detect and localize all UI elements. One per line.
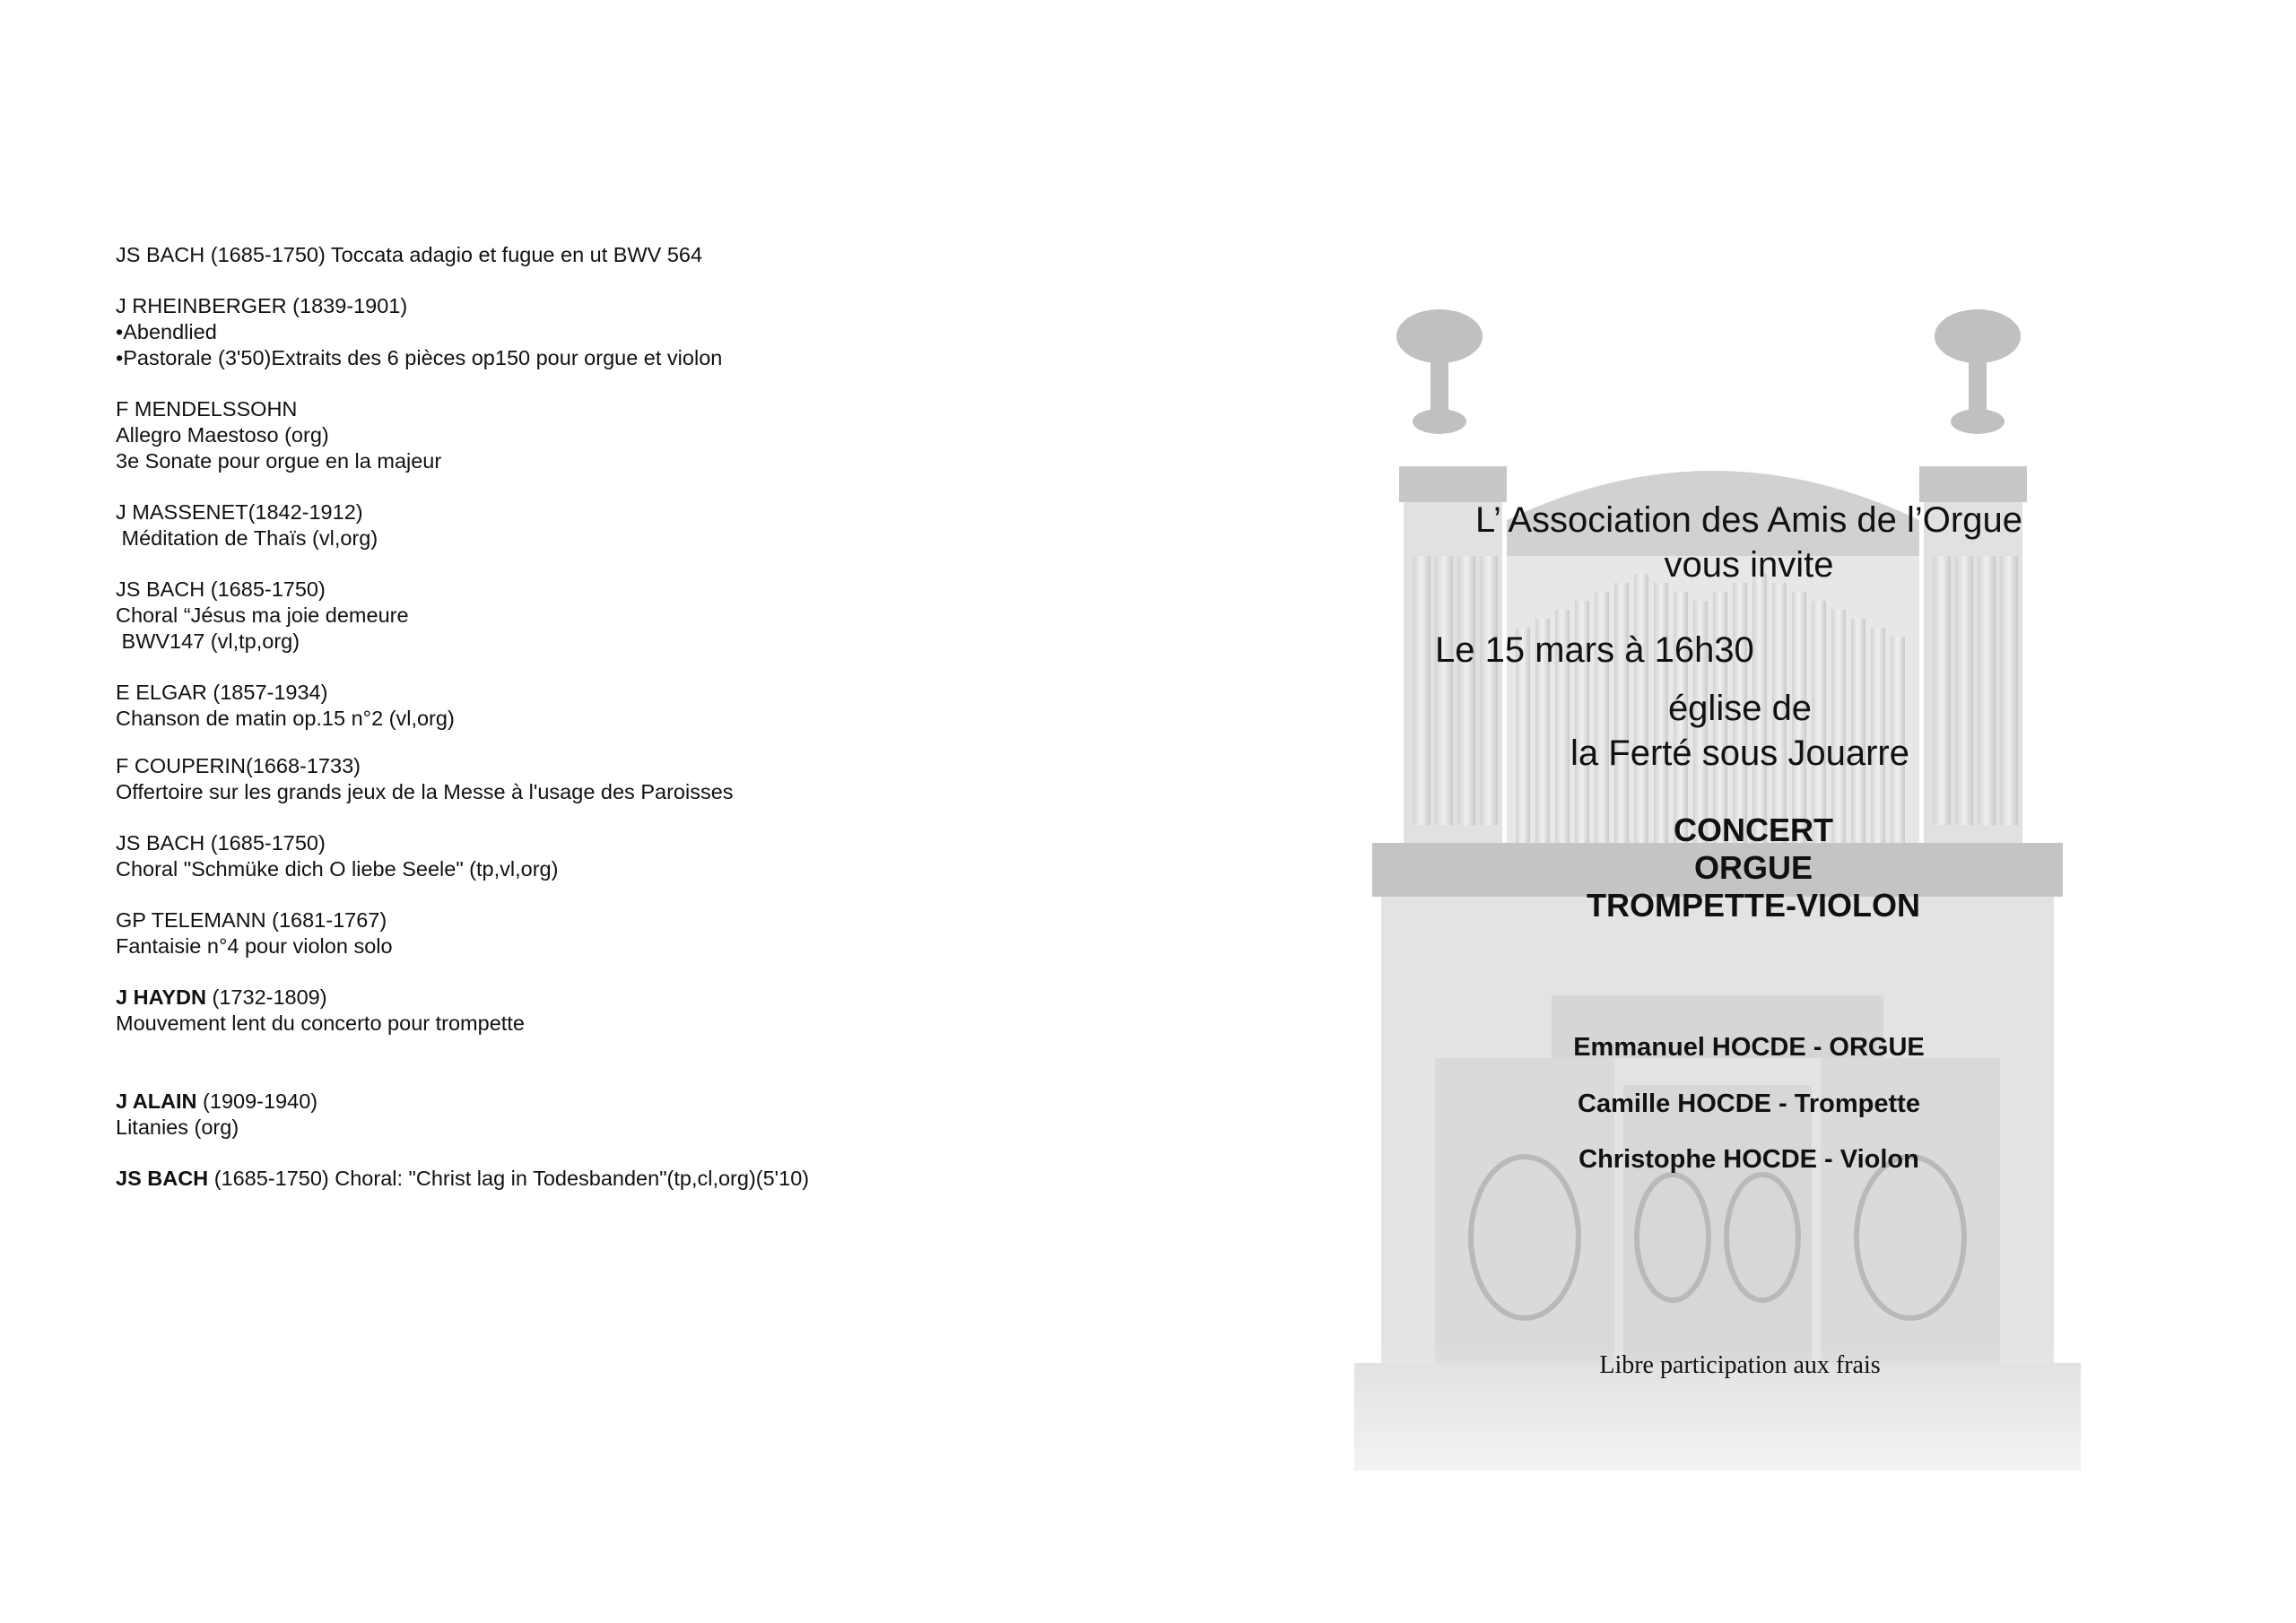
performer-violin: Christophe HOCDE - Violon <box>1578 1145 1919 1174</box>
composer-dates: (1685-1750) Toccata adagio et fugue en ut BWV 564 <box>204 243 703 266</box>
program-entry <box>116 680 1192 732</box>
performer-organ: Emmanuel HOCDE - ORGUE <box>1573 1033 1925 1062</box>
program-entry <box>116 907 1192 959</box>
composer-name: GP TELEMANN <box>116 908 266 932</box>
program-entry-heading <box>116 830 1192 856</box>
program-entry-heading <box>116 242 1192 268</box>
program-piece: Allegro Maestoso (org) <box>116 423 329 447</box>
program-entry <box>116 985 1192 1037</box>
composer-name: J HAYDN <box>116 985 206 1009</box>
program-entry <box>116 396 1192 474</box>
program-entry-heading <box>116 499 1192 525</box>
program-entry <box>116 293 1192 371</box>
composer-dates: (1909-1940) <box>196 1089 318 1113</box>
program-entry-heading <box>116 680 1192 706</box>
program-entry-heading <box>116 396 1192 422</box>
venue-line2: la Ferté sous Jouarre <box>1570 733 1909 773</box>
program-entry-heading <box>116 1089 1192 1115</box>
program-entry <box>116 1166 1192 1192</box>
concert-poster <box>1336 287 2099 1524</box>
program-entry <box>116 577 1192 655</box>
program-entry-heading <box>116 577 1192 603</box>
program-piece: •Pastorale (3'50)Extraits des 6 pièces op150 pour orgue et violon <box>116 346 723 369</box>
concert-date: Le 15 mars à 16h30 <box>1435 630 1754 670</box>
composer-dates: (1842-1912) <box>248 500 363 524</box>
program-piece: Choral "Schmüke dich O liebe Seele" (tp,vl,org) <box>116 857 559 881</box>
venue-line1: église de <box>1667 689 1813 728</box>
program-piece: Fantaisie n°4 pour violon solo <box>116 934 393 958</box>
composer-name: F COUPERIN <box>116 754 246 777</box>
composer-dates: (1685-1750) <box>204 577 326 601</box>
composer-name: JS BACH <box>116 831 205 855</box>
invite-line2: vous invite <box>1664 545 1834 585</box>
program-entry <box>116 830 1192 882</box>
composer-dates: (1681-1767) <box>265 908 387 932</box>
program-piece: 3e Sonate pour orgue en la majeur <box>116 449 442 473</box>
composer-dates: (1685-1750) Choral: "Christ lag in Todesbanden"(tp,cl,org)(5'10) <box>208 1167 810 1190</box>
orgue-heading: ORGUE <box>1693 849 1813 886</box>
composer-dates: (1732-1809) <box>206 985 327 1009</box>
composer-dates: (1685-1750) <box>204 831 326 855</box>
program-entry <box>116 1089 1192 1141</box>
participation-note: Libre participation aux frais <box>1599 1351 1881 1379</box>
program-piece: Litanies (org) <box>116 1115 239 1139</box>
program-entry <box>116 753 1192 805</box>
composer-name: JS BACH <box>116 577 205 601</box>
composer-name: J MASSENET <box>116 500 248 524</box>
program-piece: Mouvement lent du concerto pour trompette <box>116 1011 525 1035</box>
concert-heading: CONCERT <box>1674 812 1833 848</box>
composer-dates: (1668-1733) <box>245 754 361 777</box>
program-entry-heading <box>116 753 1192 779</box>
program-piece: Chanson de matin op.15 n°2 (vl,org) <box>116 707 455 730</box>
program-piece: Choral “Jésus ma joie demeure <box>116 603 409 627</box>
program-entry-heading <box>116 293 1192 319</box>
program-piece: Méditation de Thaïs (vl,org) <box>116 526 378 550</box>
composer-name: J ALAIN <box>116 1089 197 1113</box>
composer-name: JS BACH <box>116 243 205 266</box>
instruments-heading: TROMPETTE-VIOLON <box>1587 887 1920 924</box>
program-entry <box>116 499 1192 551</box>
composer-name: JS BACH <box>116 1167 209 1190</box>
invite-line1: L’ Association des Amis de l’Orgue <box>1475 500 2022 540</box>
program-entry-heading <box>116 907 1192 933</box>
program-entry <box>116 242 1192 268</box>
performer-trumpet: Camille HOCDE - Trompette <box>1578 1089 1920 1118</box>
composer-name: E ELGAR <box>116 681 207 704</box>
concert-program <box>116 242 1192 1192</box>
composer-dates: (1857-1934) <box>206 681 328 704</box>
program-entry-heading <box>116 985 1192 1011</box>
composer-dates: (1839-1901) <box>286 294 408 317</box>
composer-name: J RHEINBERGER <box>116 294 287 317</box>
program-piece: •Abendlied <box>116 320 217 343</box>
program-piece: Offertoire sur les grands jeux de la Messe à l'usage des Paroisses <box>116 780 734 803</box>
composer-name: F MENDELSSOHN <box>116 397 298 421</box>
program-entry-heading <box>116 1166 1192 1192</box>
program-piece: BWV147 (vl,tp,org) <box>116 629 300 653</box>
